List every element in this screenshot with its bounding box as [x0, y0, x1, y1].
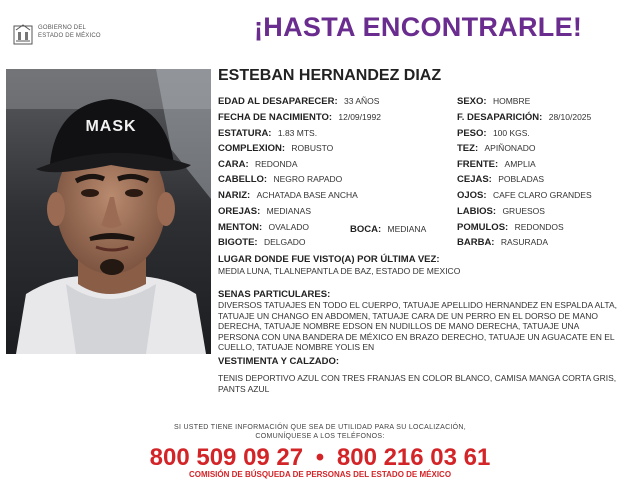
field-beard-value: RASURADA [500, 237, 549, 247]
field-mustache [218, 237, 306, 248]
field-sex-label: SEXO: [457, 96, 487, 107]
field-mustache-label: BIGOTE: [218, 237, 258, 248]
field-disappearance-date-value: 28/10/2025 [548, 112, 592, 122]
field-mouth-label: BOCA: [350, 224, 382, 235]
person-name: ESTEBAN HERNANDEZ DIAZ [218, 67, 442, 84]
field-eyebrows [457, 174, 544, 185]
field-ears-label: OREJAS: [218, 206, 261, 217]
field-build-label: COMPLEXION: [218, 143, 286, 154]
field-forehead [457, 159, 536, 170]
field-hair-label: CABELLO: [218, 174, 268, 185]
field-eyebrows-label: CEJAS: [457, 174, 492, 185]
field-hair [218, 174, 342, 185]
field-forehead-label: FRENTE: [457, 159, 499, 170]
field-mouth [350, 224, 426, 235]
field-height [218, 128, 317, 139]
footer-note-1: SI USTED TIENE INFORMACIÓN QUE SEA DE UTILIDAD PARA SU LOCALIZACIÓN, [173, 424, 467, 431]
phone-1[interactable]: 800 509 09 27 [149, 444, 304, 471]
field-ears [218, 206, 311, 217]
field-disappearance-date [457, 112, 591, 123]
field-chin-value: OVALADO [268, 222, 309, 232]
field-eyebrows-value: POBLADAS [498, 174, 545, 184]
field-birthdate [218, 112, 381, 123]
field-weight-value: 100 KGS. [492, 128, 530, 138]
field-chin [218, 222, 309, 233]
field-ears-value: MEDIANAS [266, 206, 312, 216]
field-disappearance-date-label: F. DESAPARICIÓN: [457, 112, 543, 123]
field-forehead-value: AMPLIA [504, 159, 536, 169]
phone-numbers [0, 444, 640, 472]
field-birthdate-value: 12/09/1992 [338, 112, 381, 122]
marks-value: DIVERSOS TATUAJES EN TODO EL CUERPO, TATUAJE APELLIDO HERNANDEZ EN ESPALDA ALTA, TATUAJE UN CHANGO EN ABDOMEN, TATUAJE CARA DE UN PERRO EN EL DORSO DE MANO DERECHA, TATUAJE NOMBRE EDSON EN NUDILLOS DE MANO DERECHA, TATUAJE UNA PERSONA CON UNA BANDERA DE MÉXICO EN BRAZO DERECHO, TATUAJE UN AGUACATE EN EL CUELLO, TATUAJE NOMBRE YOLIS EN [218, 300, 617, 352]
field-eyes [457, 190, 592, 201]
gov-line2: ESTADO DE MÉXICO [38, 33, 101, 39]
field-cheekbones [457, 222, 564, 233]
field-build [218, 143, 333, 154]
field-beard [457, 237, 548, 248]
clothing-label: VESTIMENTA Y CALZADO: [218, 356, 340, 367]
cap-logo-text: MASK [85, 118, 137, 135]
footer-note-2: COMUNÍQUESE A LOS TELÉFONOS: [255, 433, 385, 440]
field-age-label: EDAD AL DESAPARECER: [218, 96, 338, 107]
field-complexion-value: APIÑONADO [484, 143, 536, 153]
field-nose [218, 190, 358, 201]
field-sex [457, 96, 530, 107]
field-hair-value: NEGRO RAPADO [273, 174, 343, 184]
field-cheekbones-label: POMULOS: [457, 222, 509, 233]
field-birthdate-label: FECHA DE NACIMIENTO: [218, 112, 332, 123]
field-mouth-value: MEDIANA [387, 224, 427, 234]
field-eyes-label: OJOS: [457, 190, 487, 201]
last-seen-value: MEDIA LUNA, TLALNEPANTLA DE BAZ, ESTADO DE MEXICO [218, 266, 461, 276]
field-eyes-value: CAFE CLARO GRANDES [492, 190, 592, 200]
field-chin-label: MENTON: [218, 222, 263, 233]
commission-name: COMISIÓN DE BÚSQUEDA DE PERSONAS DEL ESTADO DE MÉXICO [188, 470, 452, 479]
gov-line1: GOBIERNO DEL [38, 25, 87, 31]
field-lips [457, 206, 545, 217]
clothing-value: TENIS DEPORTIVO AZUL CON TRES FRANJAS EN COLOR BLANCO, CAMISA MANGA CORTA GRIS, PANTS AZUL [218, 373, 617, 394]
field-age [218, 96, 379, 107]
field-face [218, 159, 298, 170]
field-build-value: ROBUSTO [291, 143, 334, 153]
field-face-label: CARA: [218, 159, 249, 170]
field-complexion-label: TEZ: [457, 143, 479, 154]
headline: ¡HASTA ENCONTRARLE! [254, 12, 583, 42]
field-weight-label: PESO: [457, 128, 487, 139]
field-height-value: 1.83 MTS. [277, 128, 318, 138]
field-height-label: ESTATURA: [218, 128, 272, 139]
state-seal-icon [12, 22, 34, 46]
marks-label: SENAS PARTICULARES: [218, 289, 331, 300]
field-nose-label: NARIZ: [218, 190, 251, 201]
phone-separator: • [315, 444, 325, 471]
field-nose-value: ACHATADA BASE ANCHA [256, 190, 358, 200]
government-logo [12, 22, 132, 48]
phone-2[interactable]: 800 216 03 61 [336, 444, 491, 471]
field-age-value: 33 AÑOS [344, 96, 380, 106]
field-mustache-value: DELGADO [263, 237, 306, 247]
field-lips-value: GRUESOS [502, 206, 545, 216]
field-face-value: REDONDA [254, 159, 298, 169]
field-weight [457, 128, 530, 139]
field-complexion [457, 143, 536, 154]
field-beard-label: BARBA: [457, 237, 495, 248]
field-sex-value: HOMBRE [492, 96, 531, 106]
last-seen-label: LUGAR DONDE FUE VISTO(A) POR ÚLTIMA VEZ: [218, 254, 440, 265]
person-photo [6, 69, 211, 354]
field-lips-label: LABIOS: [457, 206, 497, 217]
field-cheekbones-value: REDONDOS [514, 222, 564, 232]
person-portrait-image [6, 69, 211, 354]
